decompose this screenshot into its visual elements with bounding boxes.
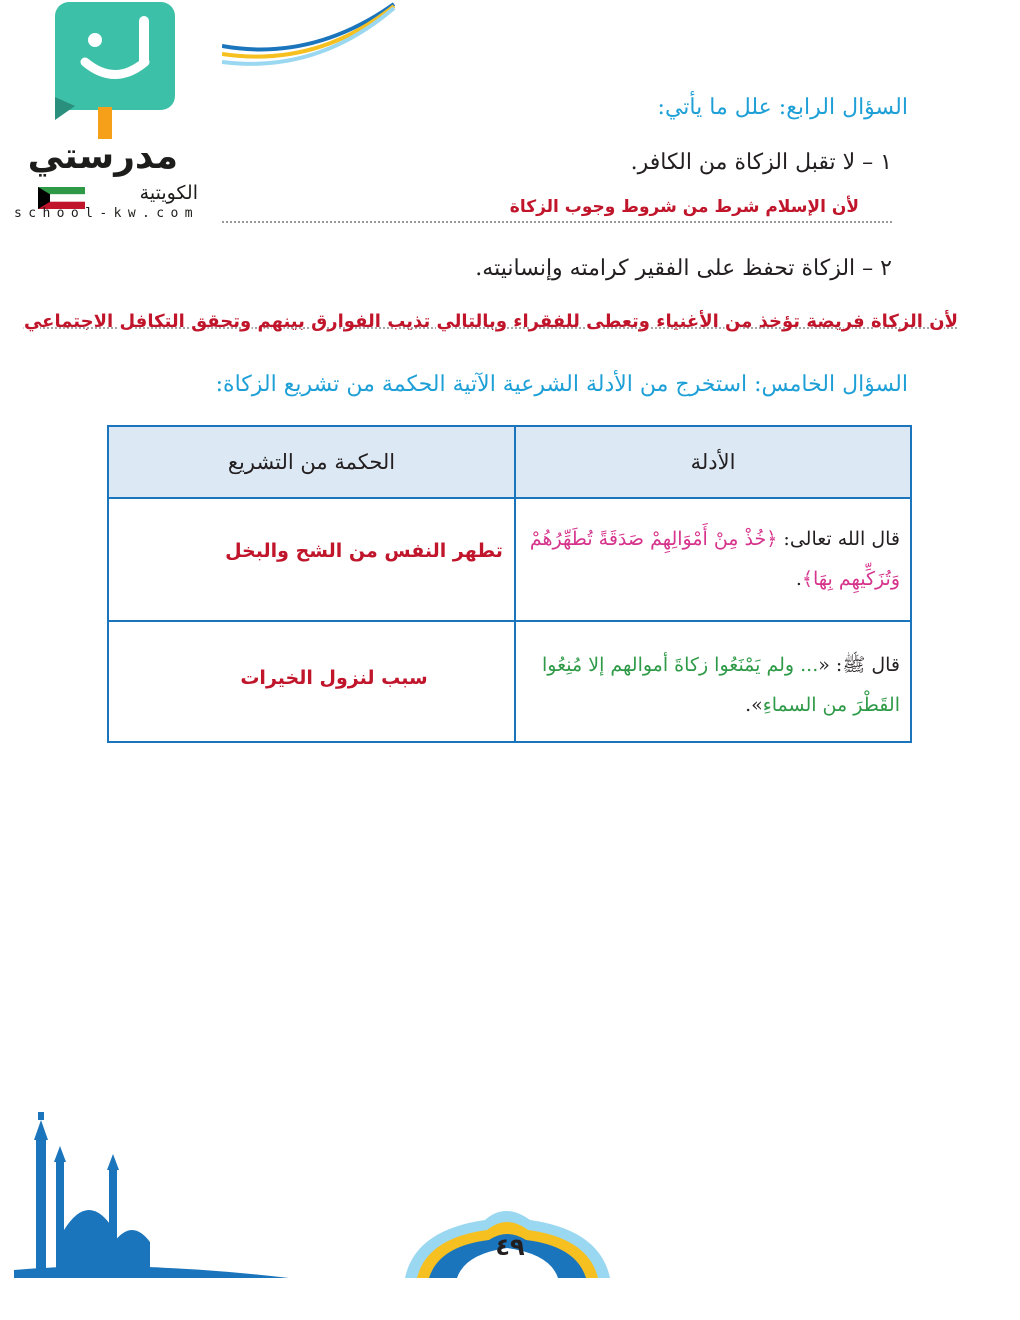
school-logo-icon (55, 2, 175, 142)
header-wisdom: الحكمة من التشريع (109, 427, 514, 499)
page-number: ٤٩ (495, 1233, 525, 1261)
header-evidence: الأدلة (516, 427, 910, 499)
answer-2-text: لأن الزكاة فريضة تؤخذ من الأغنياء وتعطى للفقراء وبالتالي تذيب الفوارق بينهم وتحقق التكافل الاجتماعي (23, 311, 958, 332)
decorative-swoosh (222, 2, 397, 74)
mosque-silhouette-icon (14, 1110, 289, 1278)
logo-subtitle: الكويتية (139, 182, 198, 204)
logo-name: مدرستي (27, 136, 178, 177)
evidence-row-1 (521, 519, 900, 599)
evidence-intro-1: قال الله تعالى: (777, 528, 900, 550)
answer-1-text: لأن الإسلام شرط من شروط وجوب الزكاة (507, 197, 862, 217)
evidence-intro-2: قال ﷺ: « (818, 654, 900, 676)
question-five-title: السؤال الخامس: استخرج من الأدلة الشرعية الآتية الحكمة من تشريع الزكاة: (215, 372, 908, 397)
evidence-end-2: ». (745, 694, 763, 716)
hadith-text: ... ولم يَمْنَعُوا زكاةَ أموالهم إلا مُنِعُوا القَطْرَ من السماءِ (542, 654, 900, 716)
question-four-title: السؤال الرابع: علل ما يأتي: (657, 95, 908, 120)
evidence-row-2 (521, 645, 900, 725)
wisdom-row-2: سبب لنزول الخيرات (240, 667, 428, 689)
question-four-item-2: ٢ – الزكاة تحفظ على الفقير كرامته وإنسانيته. (475, 256, 892, 281)
answer-line-1 (222, 197, 892, 223)
table-divider-vertical (514, 427, 516, 741)
table-divider-horizontal (109, 620, 910, 622)
evidence-end-1: . (795, 568, 802, 590)
question-four-item-1: ١ – لا تقبل الزكاة من الكافر. (630, 150, 892, 175)
quran-verse: ﴿خُذْ مِنْ أَمْوَالِهِمْ صَدَقَةً تُطَهِّرُهُمْ وَتُزَكِّيهِم بِهَا﴾ (529, 528, 900, 590)
logo-url[interactable]: school-kw.com (14, 206, 199, 221)
evidence-table (107, 425, 912, 743)
wisdom-row-1: تطهر النفس من الشح والبخل (225, 540, 503, 562)
